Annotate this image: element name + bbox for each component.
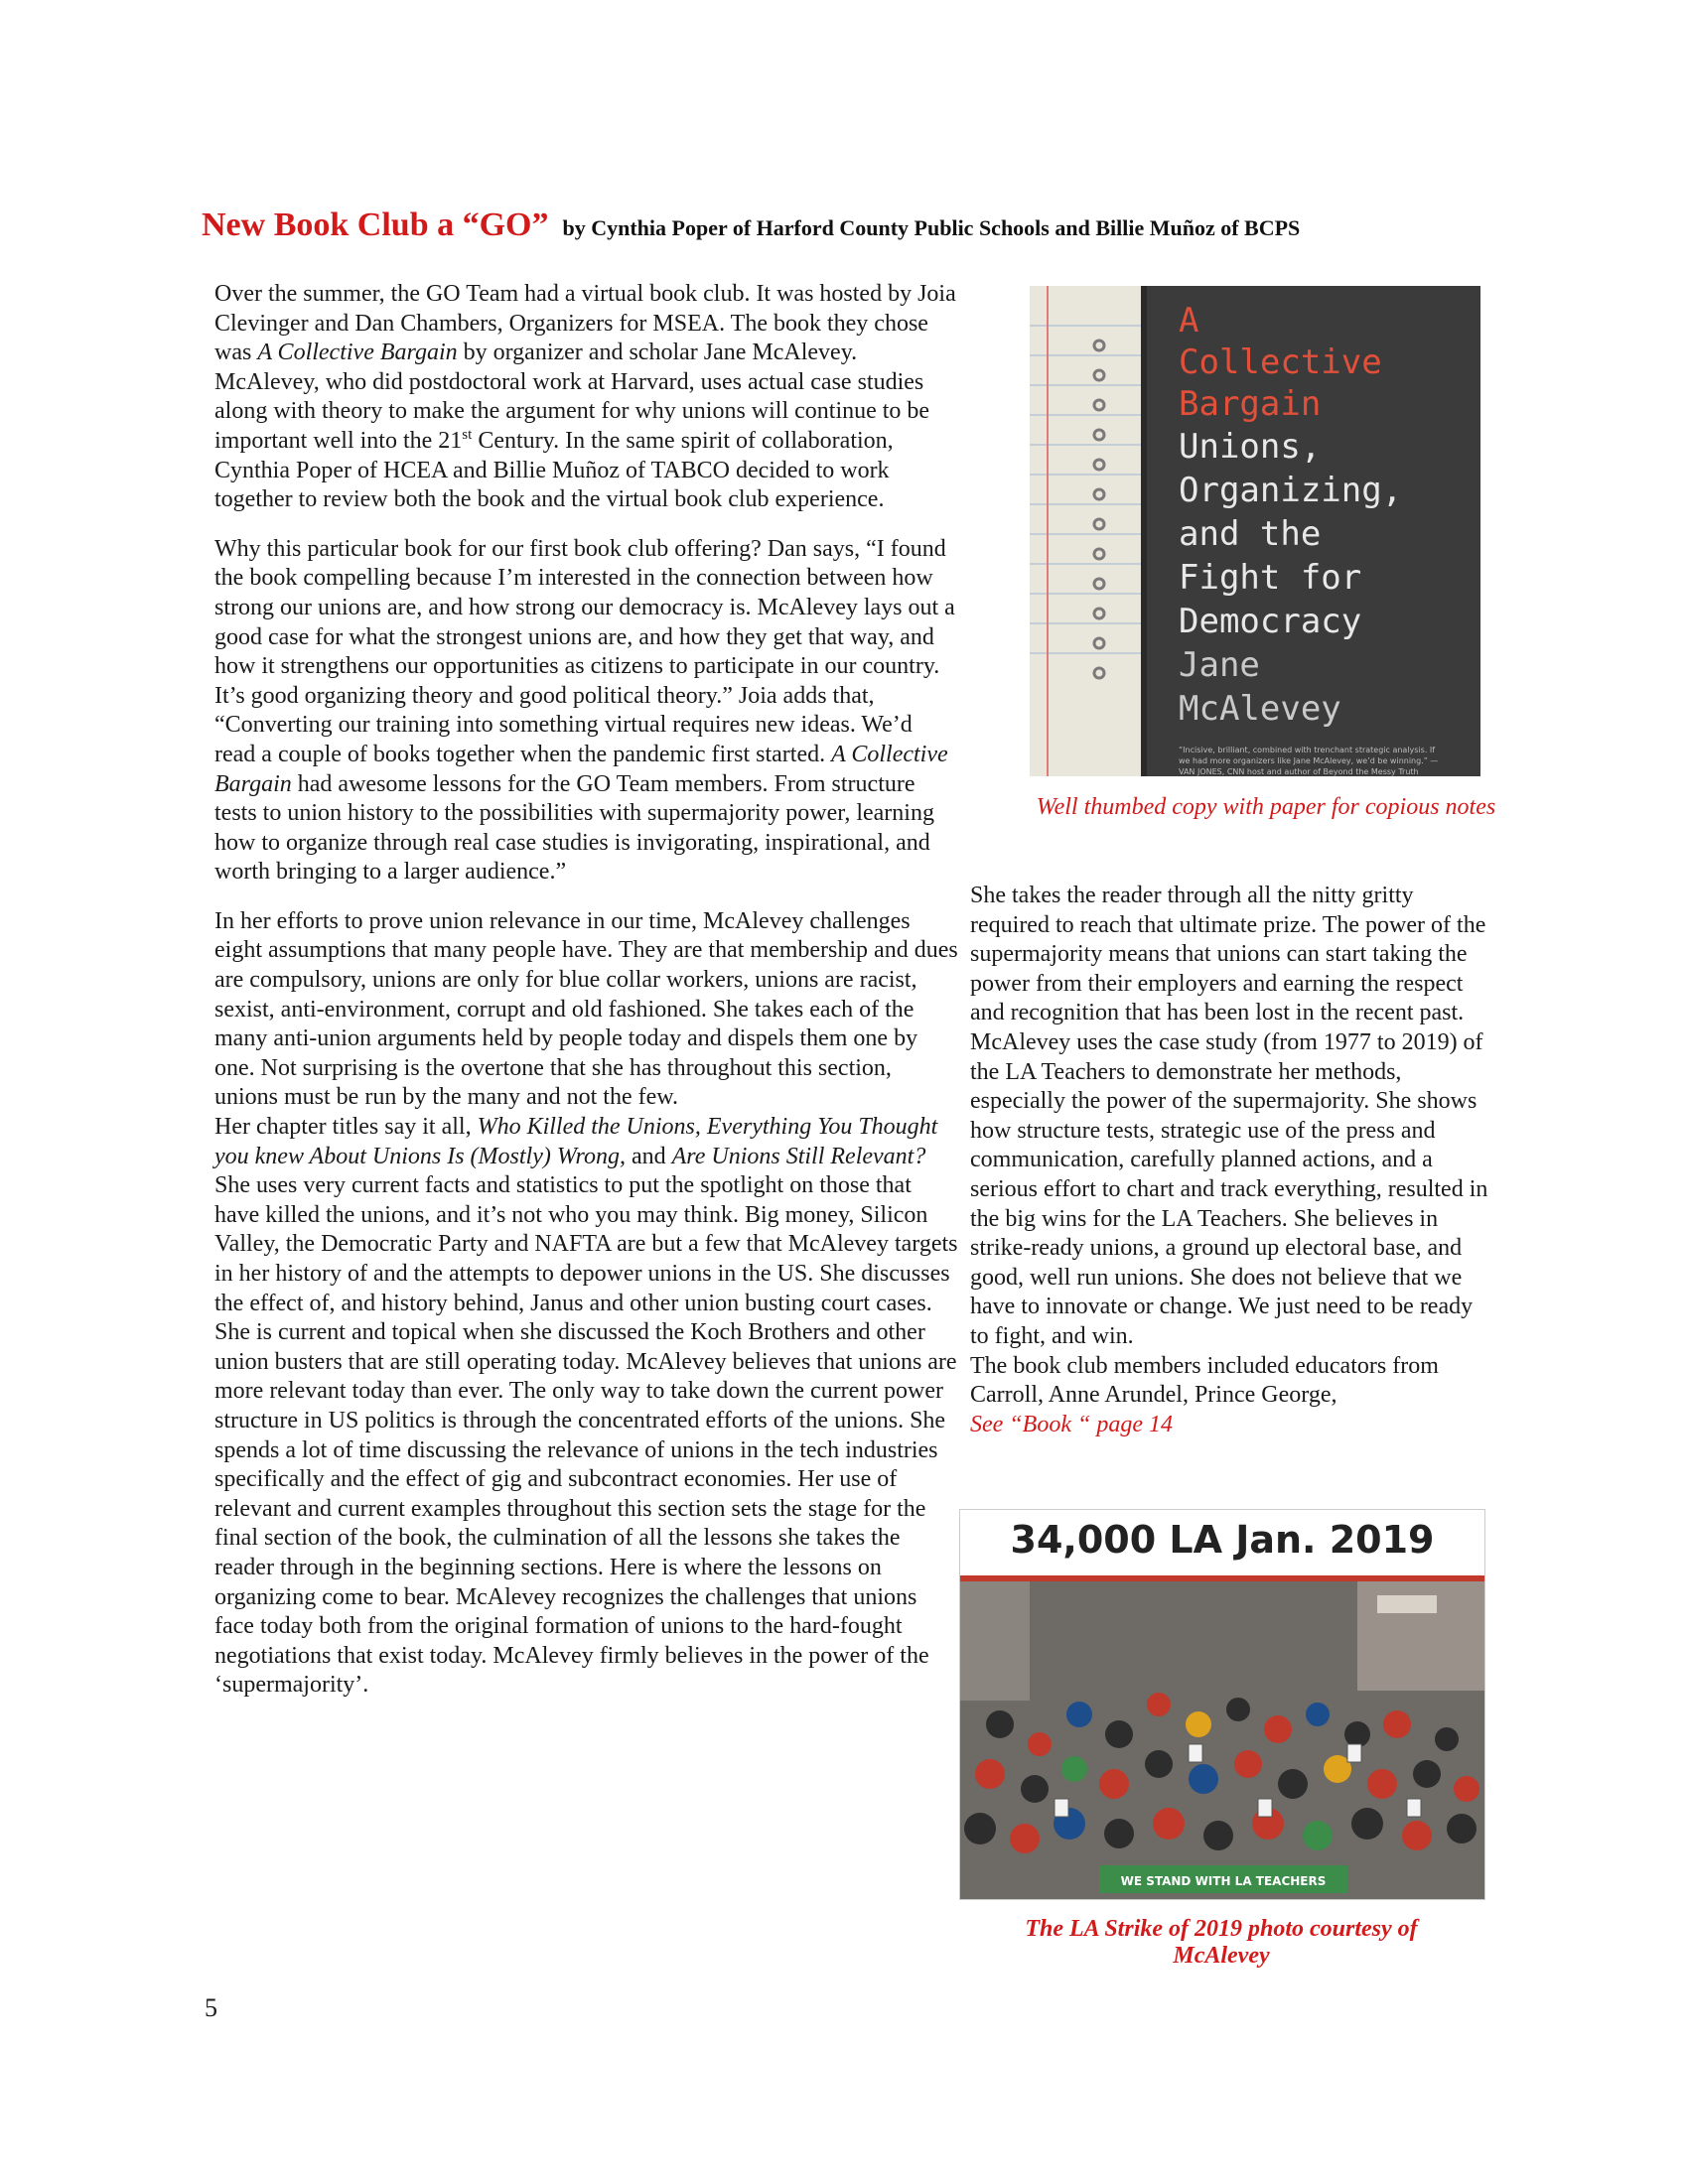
paragraph-why-book: Why this particular book for our first book club offering? Dan says, “I found the book compelling because I’m interested in the connection between how strong our unions are, and how strong our democracy is. McAlevey lays out a good case for what the strongest unions are, and how they get that way, and how it strengthens our opportunities as citizens to participate in our country. It’s good organizing theory and good political theory.” Joia adds that, “Converting our training into something virtual requires new ideas. We’d read a couple of books together when the pandemic first started. A Collective Bargain had awesome lessons for the GO Team members. From structure tests to union history to the possibilities with supermajority power, learning how to organize through real case studies is invigorating, inspirational, and worth bringing to a larger audience.” xyxy=(214,535,955,886)
book-cover-text xyxy=(1179,300,1477,776)
book-photo-caption: Well thumbed copy with paper for copious notes xyxy=(1036,794,1496,820)
right-column xyxy=(970,882,1496,1439)
cover-subtitle-4: Fight for xyxy=(1179,558,1362,598)
article-headline xyxy=(202,206,1492,244)
strike-photo-caption xyxy=(959,1916,1483,1970)
continued-link[interactable]: See “Book “ page 14 xyxy=(970,1411,1173,1437)
left-column xyxy=(214,280,959,1701)
strike-banner: WE STAND WITH LA TEACHERS xyxy=(1120,1874,1327,1888)
cover-blurb: “Incisive, brilliant, combined with trenchant strategic analysis. If we had more organizers like Jane McAlevey, we’d be winning.” —VAN JONES, CNN host and author of Beyond the Messy Truth xyxy=(1179,746,1439,776)
cover-subtitle-3: and the xyxy=(1179,514,1322,554)
cover-subtitle-2: Organizing, xyxy=(1179,471,1403,510)
crowd-illustration xyxy=(960,1575,1484,1899)
article-byline: by Cynthia Poper of Harford County Public Schools and Billie Muñoz of BCPS xyxy=(562,215,1301,240)
book-cover-title: A Collective Bargain xyxy=(1179,301,1382,424)
paragraph-book-club-members: The book club members included educators from Carroll, Anne Arundel, Prince George, xyxy=(970,1352,1439,1409)
cover-subtitle-5: Democracy xyxy=(1179,602,1362,641)
strike-headline: 34,000 LA Jan. 2019 xyxy=(1010,1518,1435,1562)
paragraph-chapter-titles: Her chapter titles say it all, Who Killed the Unions, Everything You Thought you knew About Unions Is (Mostly) Wrong, and Are Unions Still Relevant? She uses very current facts and statistics to put the spotlight on those that have killed the unions, and it’s not who you may think. Big money, Silicon Valley, the Democratic Party and NAFTA are but a few that McAlevey targets in her history of and the attempts to depower unions in the US. She discusses the effect of, and history behind, Janus and other union busting court cases. xyxy=(214,1114,958,1316)
book-cover-photo xyxy=(1030,286,1480,776)
cover-author-1: Jane xyxy=(1179,645,1260,685)
article-title: New Book Club a “GO” xyxy=(202,206,549,243)
paragraph-la-teachers: McAlevey uses the case study (from 1977 to 2019) of the LA Teachers to demonstrate her methods, especially the power of the supermajority. She shows how structure tests, strategic use of the press and communication, carefully planned actions, and a serious effort to chart and track everything, resulted in the big wins for the LA Teachers. She believes in strike-ready unions, a ground up electoral base, and good, well run unions. She does not believe that we have to innovate or change. We just need to be ready to fight, and win. xyxy=(970,1028,1488,1349)
cover-subtitle-1: Unions, xyxy=(1179,427,1322,467)
paragraph-assumptions: In her efforts to prove union relevance in our time, McAlevey challenges eight assumptions that many people have. They are that membership and dues are compulsory, unions are only for blue collar workers, unions are racist, sexist, anti-environment, corrupt and old fashioned. She takes each of the many anti-union arguments held by people today and dispels them one by one. Not surprising is the overtone that she has throughout this section, unions must be run by the many and not the few. xyxy=(214,907,958,1111)
la-strike-photo xyxy=(959,1509,1485,1900)
page-number: 5 xyxy=(205,1993,217,2022)
strike-caption-line-1: The LA Strike of 2019 photo courtesy of xyxy=(1025,1916,1418,1942)
paragraph-intro: Over the summer, the GO Team had a virtual book club. It was hosted by Joia Clevinger and Dan Chambers, Organizers for MSEA. The book they chose was A Collective Bargain by organizer and scholar Jane McAlevey. McAlevey, who did postdoctoral work at Harvard, uses actual case studies along with theory to make the argument for why unions will continue to be important well into the 21st Century. In the same spirit of collaboration, Cynthia Poper of HCEA and Billie Muñoz of TABCO decided to work together to review both the book and the virtual book club experience. xyxy=(214,281,956,513)
strike-caption-line-2: McAlevey xyxy=(1173,1943,1270,1969)
paragraph-koch-brothers: She is current and topical when she discussed the Koch Brothers and other union busters that are still operating today. McAlevey believes that unions are more relevant today than ever. The only way to take down the current power structure in US politics is through the concentrated efforts of the unions. She spends a lot of time discussing the relevance of unions in the tech industries specifically and the effect of gig and subcontract economies. Her use of relevant and current examples throughout this section sets the stage for the final section of the book, the culmination of all the lessons she takes the reader through in the beginning sections. Here is where the lessons on organizing come to bear. McAlevey recognizes the challenges that unions face today both from the original formation of unions to the hard-fought negotiations that exist today. McAlevey firmly believes in the power of the ‘supermajority’. xyxy=(214,1319,957,1699)
paragraph-nitty-gritty: She takes the reader through all the nitty gritty required to reach that ultimate prize. The power of the supermajority means that unions can start taking the power from their employers and earning the respect and recognition that has been lost in the recent past. xyxy=(970,883,1486,1026)
cover-author-2: McAlevey xyxy=(1179,689,1341,729)
